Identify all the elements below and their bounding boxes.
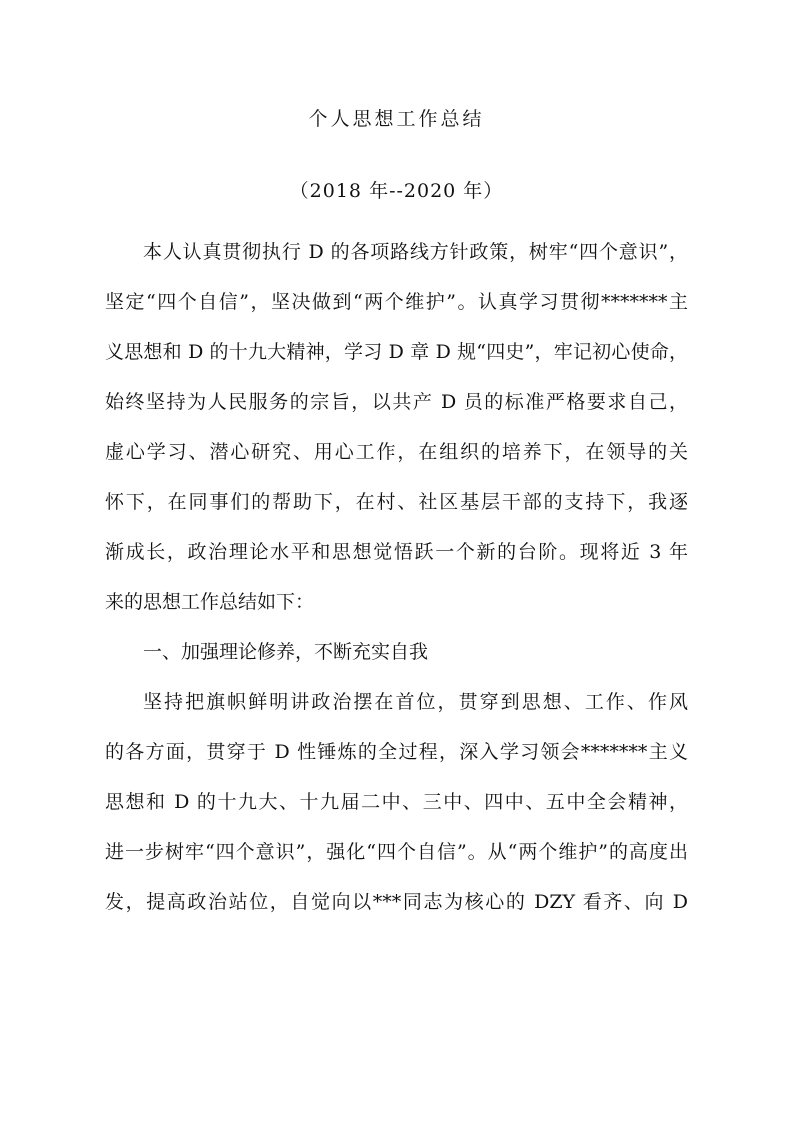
body-line: 始终坚持为人民服务的宗旨，以共产 D 员的标准严格要求自己， (105, 391, 688, 413)
body-line: 发，提高政治站位，自觉向以***同志为核心的 DZY 看齐、向 D (105, 891, 688, 913)
body-line: 怀下，在同事们的帮助下，在村、社区基层干部的支持下，我逐 (105, 491, 688, 513)
document-title: 个人思想工作总结 (308, 108, 485, 130)
body-line: 坚持把旗帜鲜明讲政治摆在首位，贯穿到思想、工作、作风 (143, 691, 688, 713)
body-line: 一、加强理论修养，不断充实自我 (143, 641, 429, 663)
body-line: 坚定“四个自信”，坚决做到“两个维护”。认真学习贯彻*******主 (105, 291, 688, 313)
document-subtitle: （2018 年--2020 年） (289, 180, 504, 202)
document-body (105, 227, 688, 927)
body-line: 来的思想工作总结如下： (105, 591, 315, 613)
body-line: 渐成长，政治理论水平和思想觉悟跃一个新的台阶。现将近 3 年 (105, 541, 688, 563)
body-line: 本人认真贯彻执行 D 的各项路线方针政策，树牢“四个意识”， (143, 241, 688, 263)
body-line: 进一步树牢“四个意识”，强化“四个自信”。从“两个维护”的高度出 (105, 841, 688, 863)
body-line: 义思想和 D 的十九大精神，学习 D 章 D 规“四史”，牢记初心使命， (105, 341, 688, 363)
body-line: 虚心学习、潜心研究、用心工作，在组织的培养下，在领导的关 (105, 441, 688, 463)
body-line: 思想和 D 的十九大、十九届二中、三中、四中、五中全会精神， (105, 791, 688, 813)
body-line: 的各方面，贯穿于 D 性锤炼的全过程，深入学习领会*******主义 (105, 741, 688, 763)
